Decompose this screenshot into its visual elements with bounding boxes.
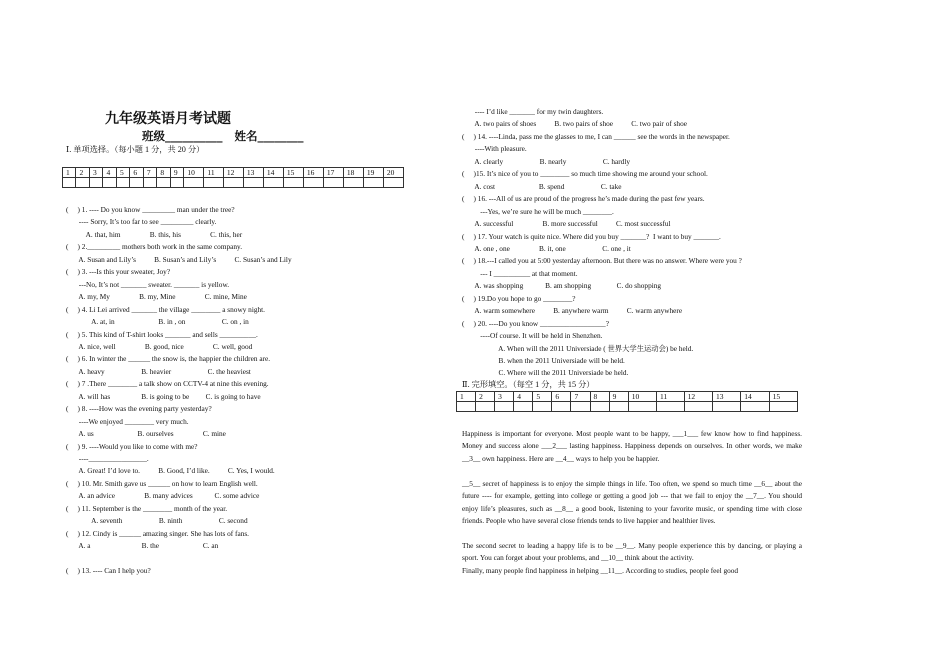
grid-number-row	[457, 392, 798, 402]
cloze-paragraph-2: __5__ secret of happiness is to enjoy the simple things in life. Too often, we spend so much time __6__ about the future ---- for example, getting into college or getting a good job --- that we fail to enjoy the __7__. You should enjoy life’s pleasures, such as __8__ a good book, listening to your favorite music, or spending time with close friends. People who have several close friends tends to live happier and healthier lives.	[462, 479, 802, 526]
question-line: ( ) 11. September is the ________ month of the year.	[66, 503, 228, 513]
answer-cell[interactable]	[143, 178, 156, 188]
answer-cell[interactable]	[283, 178, 303, 188]
grid-cell: 15	[769, 392, 797, 402]
question-line: ---- I’d like _______ for my twin daughters.	[462, 107, 604, 116]
question-line: A. two pairs of shoes B. two pairs of shoe C. two pair of shoe	[462, 119, 687, 129]
question-line: A. heavy B. heavier C. the heaviest	[66, 366, 251, 376]
answer-cell[interactable]	[590, 402, 609, 412]
answer-cell[interactable]	[103, 178, 116, 188]
answer-cell[interactable]	[323, 178, 343, 188]
grid-cell: 1	[63, 168, 76, 178]
answer-cell[interactable]	[552, 402, 571, 412]
question-line: ( ) 16. ---All of us are proud of the progress he’s made during the past few years.	[462, 194, 705, 204]
question-line: A. us B. ourselves C. mine	[66, 429, 226, 439]
grid-cell: 6	[130, 168, 143, 178]
grid-cell: 6	[552, 392, 571, 402]
grid-cell: 7	[571, 392, 590, 402]
section1-answer-grid	[62, 167, 404, 188]
question-line: ( ) 17. Your watch is quite nice. Where did you buy _______? I want to buy _______.	[462, 231, 721, 241]
answer-cell[interactable]	[343, 178, 363, 188]
grid-cell: 8	[590, 392, 609, 402]
answer-cell[interactable]	[223, 178, 243, 188]
question-line: ----With pleasure.	[462, 144, 527, 154]
question-line: A. an advice B. many advices C. some advice	[66, 491, 260, 501]
question-line: A. cost B. spend C. take	[462, 181, 622, 191]
answer-cell[interactable]	[571, 402, 590, 412]
question-line: ( ) 3. ---Is this your sweater, Joy?	[66, 267, 171, 277]
answer-cell[interactable]	[76, 178, 89, 188]
answer-cell[interactable]	[514, 402, 533, 412]
question-line: A. that, him B. this, his C. this, her	[66, 229, 243, 239]
answer-cell[interactable]	[609, 402, 628, 412]
answer-cell[interactable]	[130, 178, 143, 188]
answer-cell[interactable]	[363, 178, 383, 188]
question-line: ( ) 10. Mr. Smith gave us ______ on how to learn English well.	[66, 478, 258, 488]
cloze-paragraph-3: The second secret to leading a happy life is to be __9__. Many people experience this by dancing, or playing a sport. You can forget about your problems, and __10__ think about the activity.	[462, 541, 802, 563]
question-line: ( ) 8. ----How was the evening party yesterday?	[66, 404, 212, 414]
question-line: ( ) 19.Do you hope to go ________?	[462, 293, 576, 303]
answer-cell[interactable]	[383, 178, 403, 188]
grid-cell: 19	[363, 168, 383, 178]
question-line: ( ) 4. Li Lei arrived _______ the village ________ a snowy night.	[66, 304, 266, 314]
answer-cell[interactable]	[495, 402, 514, 412]
question-line: A. will has B. is going to be C. is going to have	[66, 391, 261, 401]
answer-cell[interactable]	[628, 402, 656, 412]
answer-cell[interactable]	[243, 178, 263, 188]
answer-cell[interactable]	[684, 402, 712, 412]
question-line: --- I __________ at that moment.	[462, 268, 578, 278]
question-line: ( ) 12. Cindy is ______ amazing singer. She has lots of fans.	[66, 528, 250, 538]
grid-cell: 10	[184, 168, 204, 178]
grid-number-row	[63, 168, 404, 178]
answer-cell[interactable]	[533, 402, 552, 412]
section2-heading: Ⅱ. 完形填空。（每空 1 分，共 15 分）	[462, 380, 595, 389]
grid-cell: 15	[283, 168, 303, 178]
question-line: ----We enjoyed ________ very much.	[66, 416, 189, 426]
grid-cell: 11	[204, 168, 224, 178]
grid-cell: 9	[609, 392, 628, 402]
grid-cell: 5	[533, 392, 552, 402]
question-line: ( ) 1. ---- Do you know _________ man under the tree?	[66, 205, 235, 214]
question-line: C. Where will the 2011 Universiade be held.	[462, 368, 629, 378]
grid-cell: 8	[157, 168, 170, 178]
answer-cell[interactable]	[657, 402, 685, 412]
name-field: 姓名________	[234, 129, 304, 143]
grid-cell: 16	[303, 168, 323, 178]
question-line: A. nice, well B. good, nice C. well, good	[66, 341, 253, 351]
question-line: ( ) 9. ----Would you like to come with me?	[66, 441, 198, 451]
grid-cell: 14	[263, 168, 283, 178]
grid-cell: 2	[76, 168, 89, 178]
grid-cell: 3	[89, 168, 102, 178]
answer-cell[interactable]	[712, 402, 740, 412]
answer-cell[interactable]	[63, 178, 76, 188]
grid-cell: 12	[684, 392, 712, 402]
answer-cell[interactable]	[769, 402, 797, 412]
answer-cell[interactable]	[89, 178, 102, 188]
question-line: ( ) 13. ---- Can I help you?	[66, 566, 151, 576]
question-line: A. my, My B. my, Mine C. mine, Mine	[66, 292, 247, 302]
grid-cell: 11	[657, 392, 685, 402]
question-line: ( ) 18.---I called you at 5:00 yesterday afternoon. But there was no answer. Where were you ?	[462, 256, 742, 266]
question-line: A. clearly B. nearly C. hardly	[462, 156, 631, 166]
class-field: 班级__________	[142, 129, 223, 143]
answer-cell[interactable]	[184, 178, 204, 188]
question-line: ----________________.	[66, 454, 149, 463]
grid-cell: 14	[741, 392, 769, 402]
grid-answer-row[interactable]	[457, 402, 798, 412]
question-line: ( ) 7 .There ________ a talk show on CCTV-4 at nine this evening.	[66, 379, 269, 389]
answer-cell[interactable]	[116, 178, 129, 188]
grid-cell: 3	[495, 392, 514, 402]
question-line: A. warm somewhere B. anywhere warm C. warm anywhere	[462, 306, 683, 316]
question-line: A. Great! I’d love to. B. Good, I’d like. C. Yes, I would.	[66, 466, 275, 476]
question-line: ( )15. It’s nice of you to ________ so much time showing me around your school.	[462, 169, 708, 179]
answer-cell[interactable]	[263, 178, 283, 188]
question-line: ---Yes, we’re sure he will be much ________.	[462, 206, 614, 216]
answer-cell[interactable]	[170, 178, 183, 188]
answer-cell[interactable]	[741, 402, 769, 412]
question-line: A. Susan and Lily’s B. Susan’s and Lily’s C. Susan’s and Lily	[66, 254, 292, 264]
answer-cell[interactable]	[204, 178, 224, 188]
question-line: A. a B. the C. an	[66, 541, 219, 551]
question-line: ( ) 5. This kind of T-shirt looks _______ and sells __________.	[66, 329, 258, 339]
question-line: ( ) 2._________ mothers both work in the same company.	[66, 242, 243, 252]
question-line: B. when the 2011 Universiade will be held.	[462, 356, 625, 365]
page-title: 九年级英语月考试题	[105, 111, 231, 127]
grid-cell: 13	[712, 392, 740, 402]
grid-cell: 12	[223, 168, 243, 178]
answer-cell[interactable]	[476, 402, 495, 412]
class-name-row	[142, 128, 304, 144]
section2-answer-grid	[456, 391, 798, 412]
answer-cell[interactable]	[303, 178, 323, 188]
grid-cell: 18	[343, 168, 363, 178]
grid-cell: 4	[514, 392, 533, 402]
grid-cell: 9	[170, 168, 183, 178]
question-line: A. seventh B. ninth C. second	[66, 516, 248, 526]
question-line: ----Of course. It will be held in Shenzhen.	[462, 331, 603, 341]
section1-heading: Ⅰ. 单项选择。（每小题 1 分，共 20 分）	[66, 145, 205, 154]
grid-cell: 13	[243, 168, 263, 178]
question-line: A. one , one B. it, one C. one , it	[462, 243, 631, 253]
question-line: A. successful B. more successful C. most successful	[462, 219, 671, 229]
grid-cell: 10	[628, 392, 656, 402]
cloze-paragraph-4: Finally, many people find happiness in helping __11__. According to studies, people feel good	[462, 566, 739, 575]
grid-cell: 7	[143, 168, 156, 178]
question-line: ( ) 20. ----Do you know __________________?	[462, 318, 609, 328]
question-line: A. at, in B. in , on C. on , in	[66, 317, 249, 327]
grid-cell: 1	[457, 392, 476, 402]
grid-cell: 2	[476, 392, 495, 402]
answer-cell[interactable]	[157, 178, 170, 188]
grid-cell: 4	[103, 168, 116, 178]
question-line: ( ) 14. ----Linda, pass me the glasses to me, I can ______ see the words in the newspaper.	[462, 131, 730, 141]
answer-cell[interactable]	[457, 402, 476, 412]
question-line: A. was shopping B. am shopping C. do shopping	[462, 281, 662, 291]
question-line: A. When will the 2011 Universiade ( 世界大学生运动会) be held.	[462, 343, 694, 353]
cloze-paragraph-1: Happiness is important for everyone. Most people want to be happy, ___1___ few know how to find happiness. Money and success alone ___2___ lasting happiness. Happiness depends on ourselves. In other words, we make __3__ own happiness. Here are __4__ ways to help you be happier.	[462, 429, 802, 463]
question-line: ---- Sorry, It’s too far to see _________ clearly.	[66, 217, 217, 227]
question-line: ---No, It’s not _______ sweater. _______ is yellow.	[66, 279, 230, 289]
question-line: ( ) 6. In winter the ______ the snow is, the happier the children are.	[66, 354, 271, 364]
grid-answer-row[interactable]	[63, 178, 404, 188]
grid-cell: 17	[323, 168, 343, 178]
grid-cell: 5	[116, 168, 129, 178]
grid-cell: 20	[383, 168, 403, 178]
